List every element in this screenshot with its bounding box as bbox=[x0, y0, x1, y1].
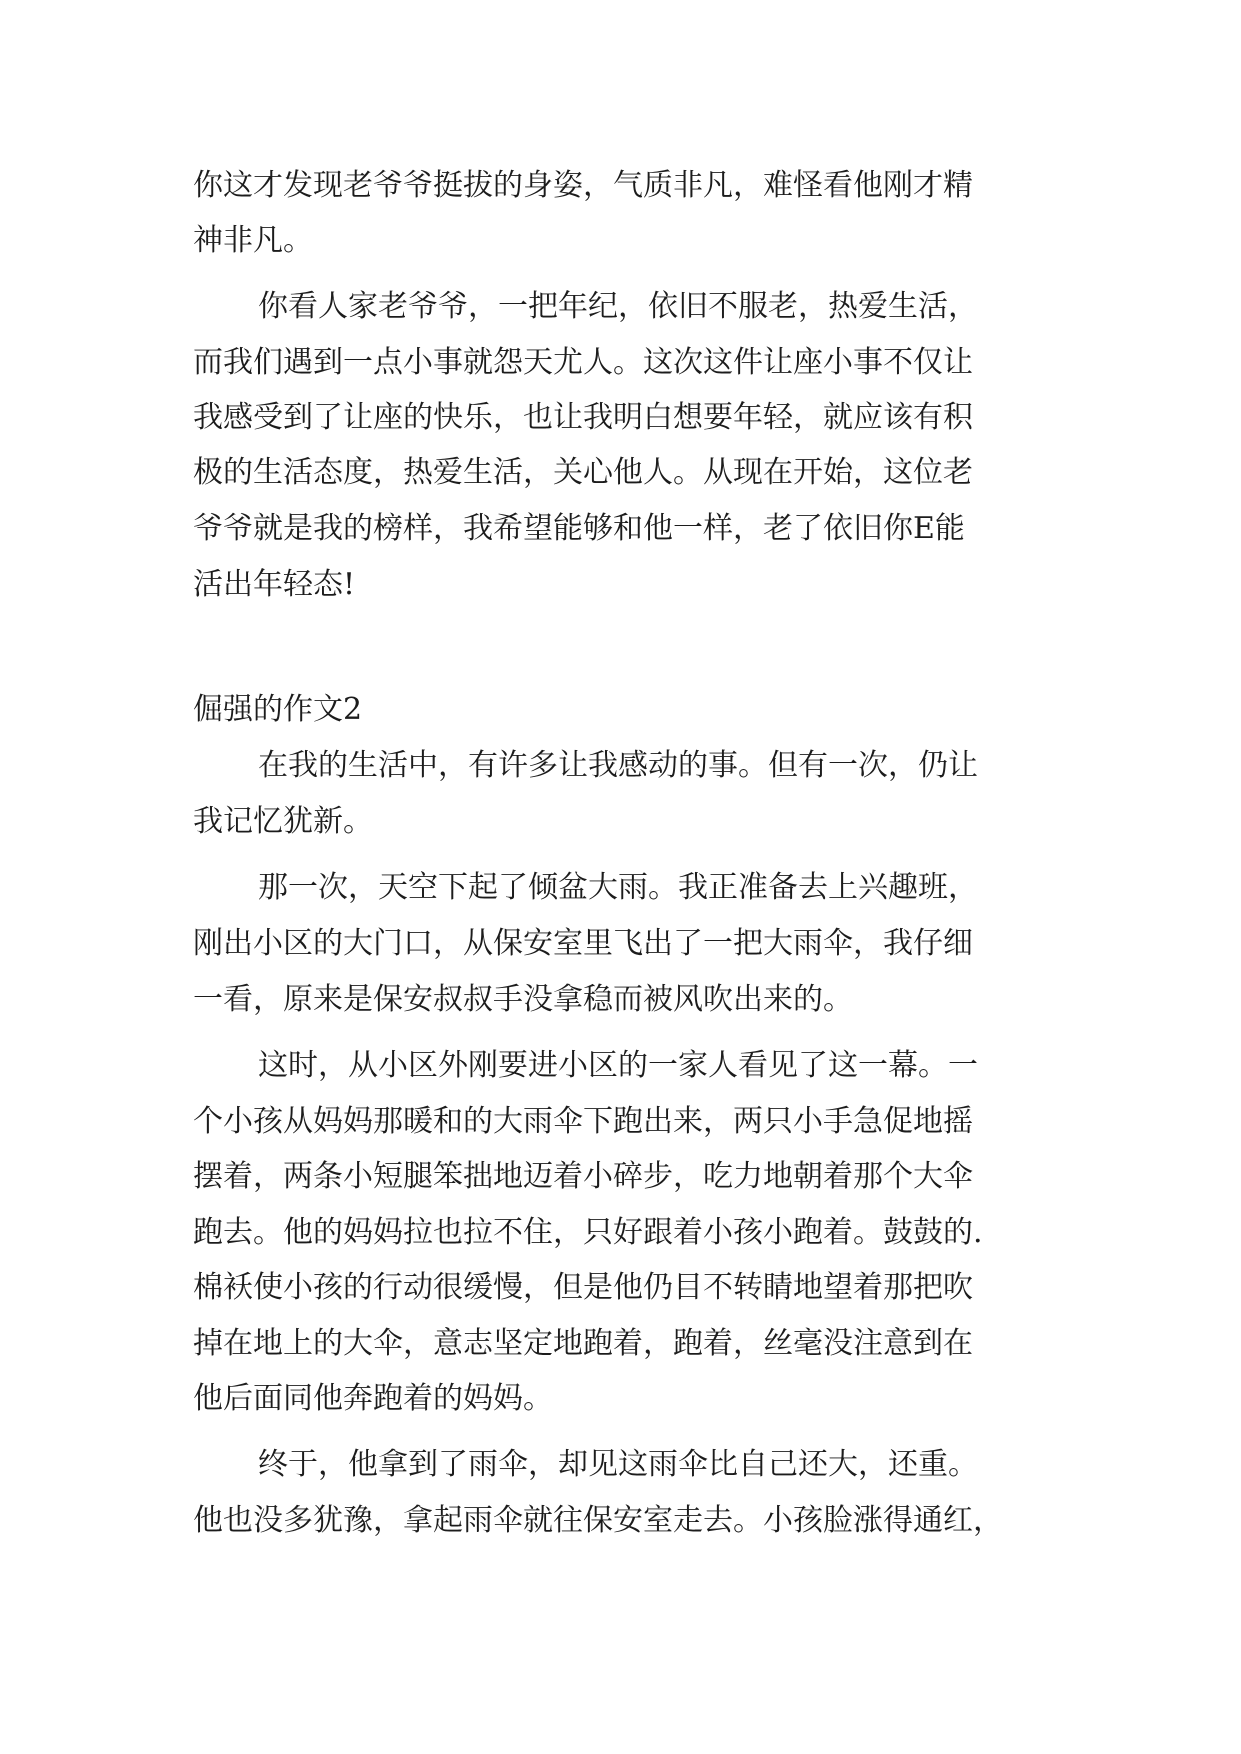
paragraph-start-line: 在我的生活中，有许多让我感动的事。但有一次，仍让 bbox=[258, 748, 978, 783]
text-line: 他后面同他奔跑着的妈妈。 bbox=[193, 1381, 553, 1416]
text-line: 跑去。他的妈妈拉也拉不住，只好跟着小孩小跑着。鼓鼓的. bbox=[193, 1215, 983, 1250]
text-line: 我记忆犹新。 bbox=[193, 804, 373, 839]
text-line: 爷爷就是我的榜样，我希望能够和他一样，老了依旧你E能 bbox=[193, 511, 965, 546]
text-line: 你这才发现老爷爷挺拔的身姿，气质非凡，难怪看他刚才精 bbox=[193, 168, 973, 203]
paragraph-start-line: 你看人家老爷爷，一把年纪，依旧不服老，热爱生活， bbox=[258, 289, 978, 324]
text-line: 个小孩从妈妈那暖和的大雨伞下跑出来，两只小手急促地摇 bbox=[193, 1104, 973, 1139]
paragraph-start-line: 那一次，天空下起了倾盆大雨。我正准备去上兴趣班， bbox=[258, 870, 978, 905]
text-line: 活出年轻态! bbox=[193, 567, 356, 602]
text-line: 极的生活态度，热爱生活，关心他人。从现在开始，这位老 bbox=[193, 455, 973, 490]
text-line: 而我们遇到一点小事就怨天尤人。这次这件让座小事不仅让 bbox=[193, 345, 973, 380]
text-line: 他也没多犹豫，拿起雨伞就往保安室走去。小孩脸涨得通红， bbox=[193, 1503, 1003, 1538]
paragraph-start-line: 终于，他拿到了雨伞，却见这雨伞比自己还大，还重。 bbox=[258, 1447, 978, 1482]
paragraph-start-line: 这时，从小区外刚要进小区的一家人看见了这一幕。一 bbox=[258, 1048, 978, 1083]
text-line: 摆着，两条小短腿笨拙地迈着小碎步，吃力地朝着那个大伞 bbox=[193, 1159, 973, 1194]
text-line: 一看，原来是保安叔叔手没拿稳而被风吹出来的。 bbox=[193, 982, 853, 1017]
text-line: 棉袄使小孩的行动很缓慢，但是他仍目不转睛地望着那把吹 bbox=[193, 1270, 973, 1305]
text-line: 刚出小区的大门口，从保安室里飞出了一把大雨伞，我仔细 bbox=[193, 926, 973, 961]
text-line: 我感受到了让座的快乐，也让我明白想要年轻，就应该有积 bbox=[193, 400, 973, 435]
text-line: 神非凡。 bbox=[193, 223, 313, 258]
text-line: 掉在地上的大伞，意志坚定地跑着，跑着，丝毫没注意到在 bbox=[193, 1326, 973, 1361]
section-heading: 倔强的作文2 bbox=[193, 692, 363, 727]
